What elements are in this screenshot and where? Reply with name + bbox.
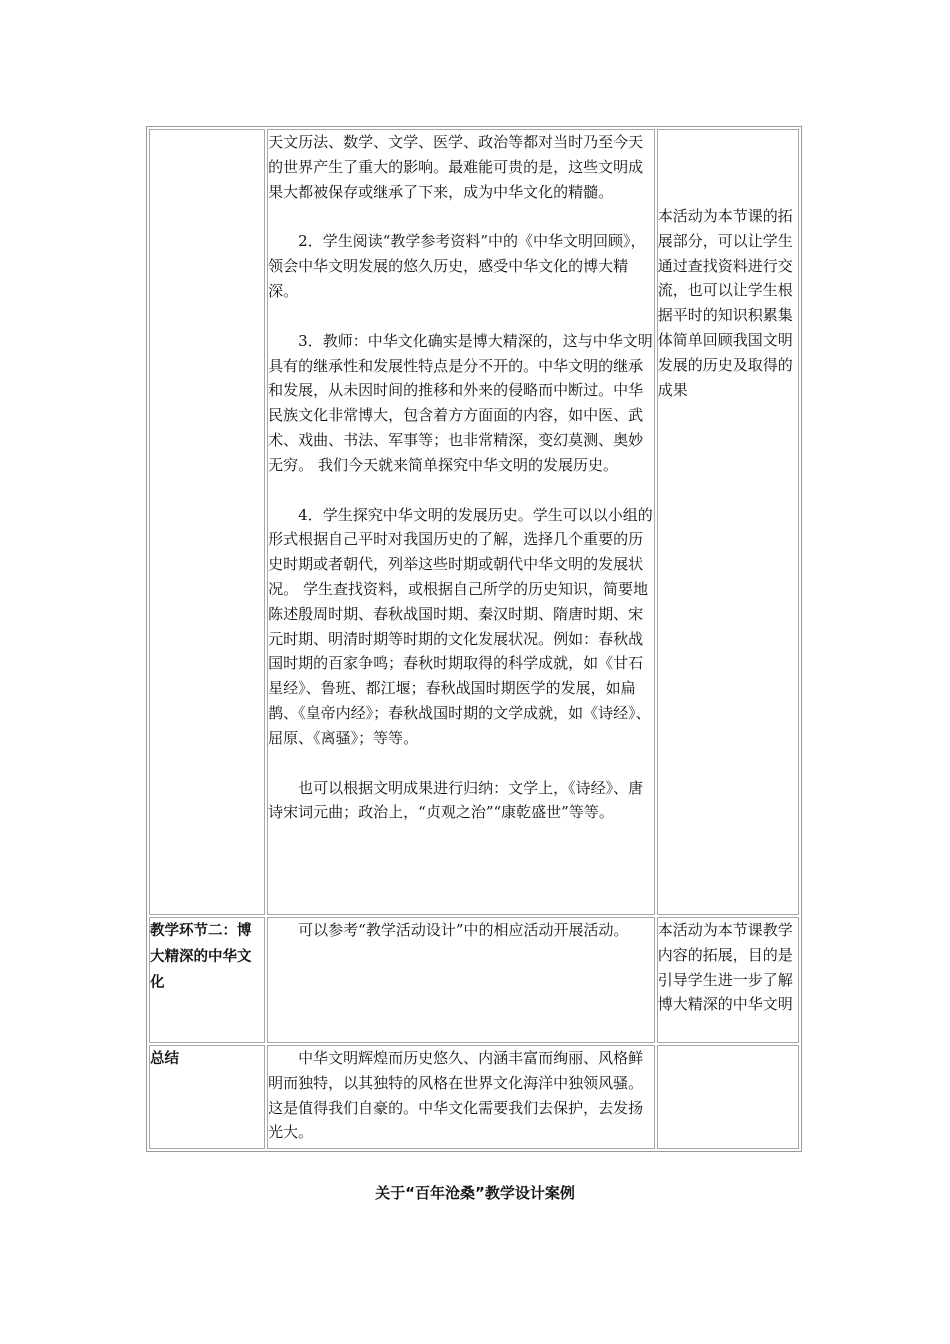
row1-paragraph-2: 2．学生阅读“教学参考资料”中的《中华文明回顾》，领会中华文明发展的悠久历史，感受中华文化的博大精深。 xyxy=(268,232,646,300)
row3-label-cell xyxy=(149,1045,265,1149)
row1-paragraph-1: 天文历法、数学、文学、医学、政治等都对当时乃至今天的世界产生了重大的影响。最难能可贵的是，这些文明成果大都被保存或继承了下来，成为中华文化的精髓。 xyxy=(268,133,644,201)
row3-label: 总结 xyxy=(150,1051,179,1067)
next-section-title: 关于“百年沧桑”教学设计案例 xyxy=(375,1184,575,1202)
row1-label-cell xyxy=(149,129,265,915)
row2-label-cell xyxy=(149,917,265,1043)
row1-paragraph-4: 4．学生探究中华文明的发展历史。学生可以以小组的形式根据自己平时对我国历史的了解，选择几个重要的历史时期或者朝代，列举这些时期或朝代中华文明的发展状况。 学生查找资料，或根据自己所学的历史知识，简要地陈述殷周时期、春秋战国时期、秦汉时期、隋唐时期、宋元时期、明清时期等时期的文化发展状况。例如：春秋战国时期的百家争鸣；春秋时期取得的科学成就，如《甘石星经》、鲁班、都江堰；春秋战国时期医学的发展，如扁鹊、《皇帝内经》；春秋战国时期的文学成就，如《诗经》、屈原、《离骚》；等等。 xyxy=(268,505,653,747)
table-row xyxy=(149,1045,799,1149)
table-row xyxy=(149,129,799,915)
row3-content: 中华文明辉煌而历史悠久、内涵丰富而绚丽、风格鲜明而独特，以其独特的风格在世界文化海洋中独领风骚。这是值得我们自豪的。中华文化需要我们去保护，去发扬光大。 xyxy=(268,1049,644,1142)
row2-content-cell xyxy=(267,917,655,1043)
row2-content: 可以参考“教学活动设计”中的相应活动开展活动。 xyxy=(298,921,629,939)
row3-note-cell xyxy=(657,1045,799,1149)
row1-content-cell xyxy=(267,129,655,915)
row2-label: 教学环节二：博大精深的中华文化 xyxy=(150,923,252,991)
lesson-plan-table xyxy=(146,126,802,1152)
row2-note-cell xyxy=(657,917,799,1043)
row3-content-cell xyxy=(267,1045,655,1149)
table-row xyxy=(149,917,799,1043)
row2-note: 本活动为本节课教学内容的拓展，目的是引导学生进一步了解博大精深的中华文明 xyxy=(657,921,793,1014)
row1-note: 本活动为本节课的拓展部分，可以让学生通过查找资料进行交流，也可以让学生根据平时的知识积累集体简单回顾我国文明发展的历史及取得的成果 xyxy=(657,207,793,399)
row1-paragraph-5: 也可以根据文明成果进行归纳：文学上，《诗经》、唐诗宋词元曲；政治上，“贞观之治”“康乾盛世”等等。 xyxy=(268,778,644,822)
row1-note-cell xyxy=(657,129,799,915)
row1-paragraph-3: 3．教师：中华文化确实是博大精深的，这与中华文明具有的继承性和发展性特点是分不开的。中华文明的继承和发展，从未因时间的推移和外来的侵略而中断过。中华民族文化非常博大，包含着方方面面的内容，如中医、武术、戏曲、书法、军事等；也非常精深，变幻莫测、奥妙无穷。 我们今天就来简单探究中华文明的发展历史。 xyxy=(268,331,653,474)
